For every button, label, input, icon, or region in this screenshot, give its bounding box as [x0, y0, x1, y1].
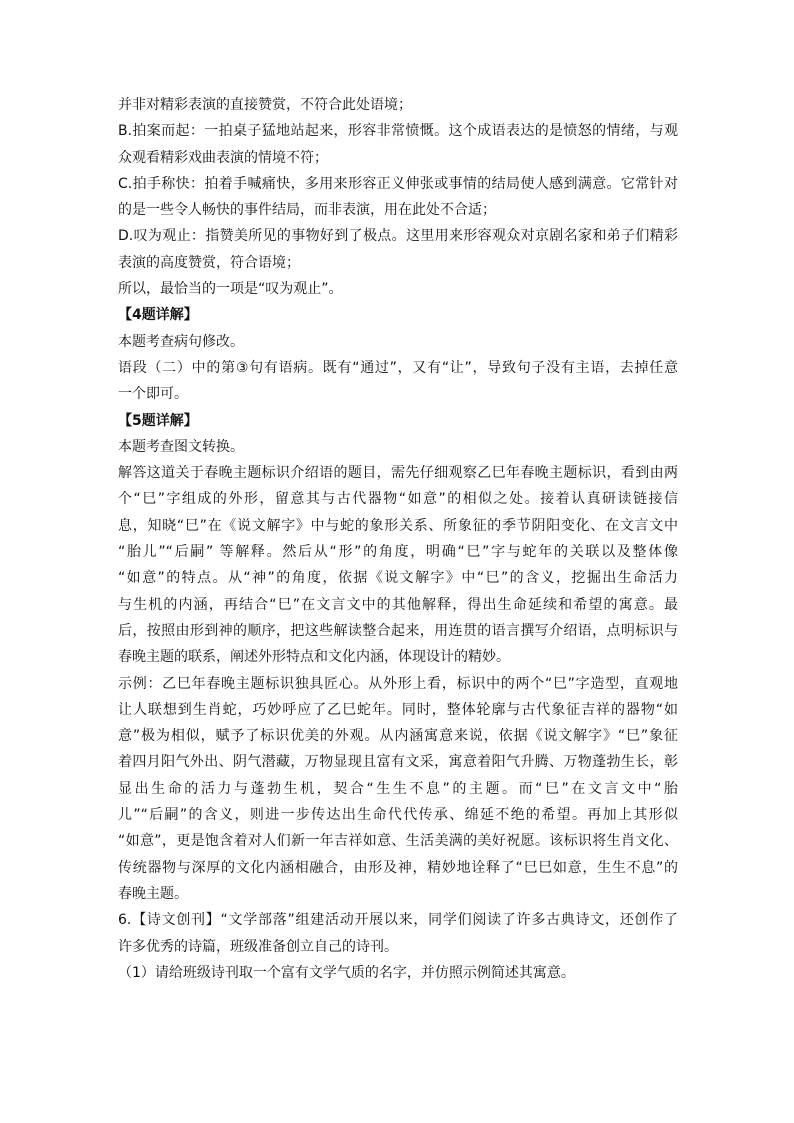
text-line: “如意”的特点。从“神”的角度，依据《说文解字》中“巳”的含义，挖掘出生命活力: [118, 570, 678, 587]
text-line: 本题考查图文转换。: [118, 438, 244, 455]
text-line: 语段（二）中的第③句有语病。既有“通过”，又有“让”，导致句子没有主语，去掉任意: [118, 359, 678, 376]
text-line: “胎儿”“后嗣” 等解释。然后从“形”的角度，明确“巳”字与蛇年的关联以及整体像: [118, 544, 678, 561]
text-line: 个“巳”字组成的外形，留意其与古代器物“如意”的相似之处。接着认真研读链接信: [118, 491, 678, 508]
text-line: “如意”，更是饱含着对人们新一年吉祥如意、生活美满的美好祝愿。该标识将生肖文化、: [118, 833, 678, 850]
text-line: 意”极为相似，赋予了标识优美的外观。从内涵寓意来说，依据《说文解字》“巳”象征: [118, 728, 678, 745]
text-line: 春晚主题的联系，阐述外形特点和文化内涵，体现设计的精妙。: [118, 649, 510, 666]
text-line: 与生机的内涵，再结合“巳”在文言文中的其他解释，得出生命延续和希望的寓意。最: [118, 596, 678, 613]
text-line: 儿”“后嗣”的含义，则进一步传达出生命代代传承、绵延不绝的希望。再加上其形似: [118, 807, 678, 824]
text-line: 所以，最恰当的一项是“叹为观止”。: [118, 281, 343, 298]
text-line: 息，知晓“巳”在《说文解字》中与蛇的象形关系、所象征的季节阴阳变化、在文言文中: [118, 517, 678, 534]
text-line: 传统器物与深厚的文化内涵相融合，由形及神，精妙地诠释了“巳巳如意，生生不息”的: [118, 859, 678, 876]
text-line: 表演的高度赞赏，符合语境；: [118, 254, 300, 271]
text-line: 着四月阳气外出、阴气潜藏，万物显现且富有文采，寓意着阳气升腾、万物蓬勃生长，彰: [118, 754, 678, 771]
text-line: 后，按照由形到神的顺序，把这些解读整合起来，用连贯的语言撰写介绍语，点明标识与: [118, 622, 678, 639]
text-line: 解答这道关于春晚主题标识介绍语的题目，需先仔细观察乙巳年春晚主题标识，看到由两: [118, 465, 678, 482]
text-line: B.拍案而起：一拍桌子猛地站起来，形容非常愤慨。这个成语表达的是愤怒的情绪，与观: [118, 123, 678, 140]
text-line: 的是一些令人畅快的事件结局，而非表演，用在此处不合适；: [118, 202, 496, 219]
text-line: 一个即可。: [118, 386, 188, 403]
text-line: 众观看精彩戏曲表演的情境不符；: [118, 149, 328, 166]
text-line: 让人联想到生肖蛇，巧妙呼应了乙巳蛇年。同时，整体轮廓与古代象征吉祥的器物“如: [118, 701, 678, 718]
text-line: 春晚主题。: [118, 885, 188, 902]
section-heading: 【4题详解】: [118, 307, 198, 324]
text-line: 6.【诗文创刊】“文学部落”组建活动开展以来，同学们阅读了许多古典诗文，还创作了: [118, 912, 678, 929]
document-body: [118, 92, 678, 986]
text-line: C.拍手称快：拍着手喊痛快，多用来形容正义伸张或事情的结局使人感到满意。它常针对: [118, 175, 678, 192]
text-line: D.叹为观止：指赞美所见的事物好到了极点。这里用来形容观众对京剧名家和弟子们精彩: [118, 228, 678, 245]
text-line: （1）请给班级诗刊取一个富有文学气质的名字，并仿照示例简述其寓意。: [118, 964, 575, 981]
section-heading: 【5题详解】: [118, 412, 198, 429]
text-line: 示例：乙巳年春晚主题标识独具匠心。从外形上看，标识中的两个“巳”字造型，直观地: [118, 675, 678, 692]
text-line: 并非对精彩表演的直接赞赏，不符合此处语境；: [118, 97, 412, 113]
text-line: 本题考查病句修改。: [118, 333, 244, 350]
text-line: 显出生命的活力与蓬勃生机，契合“生生不息”的主题。而“巳”在文言文中“胎: [118, 780, 678, 797]
text-line: 许多优秀的诗篇，班级准备创立自己的诗刊。: [118, 938, 398, 955]
